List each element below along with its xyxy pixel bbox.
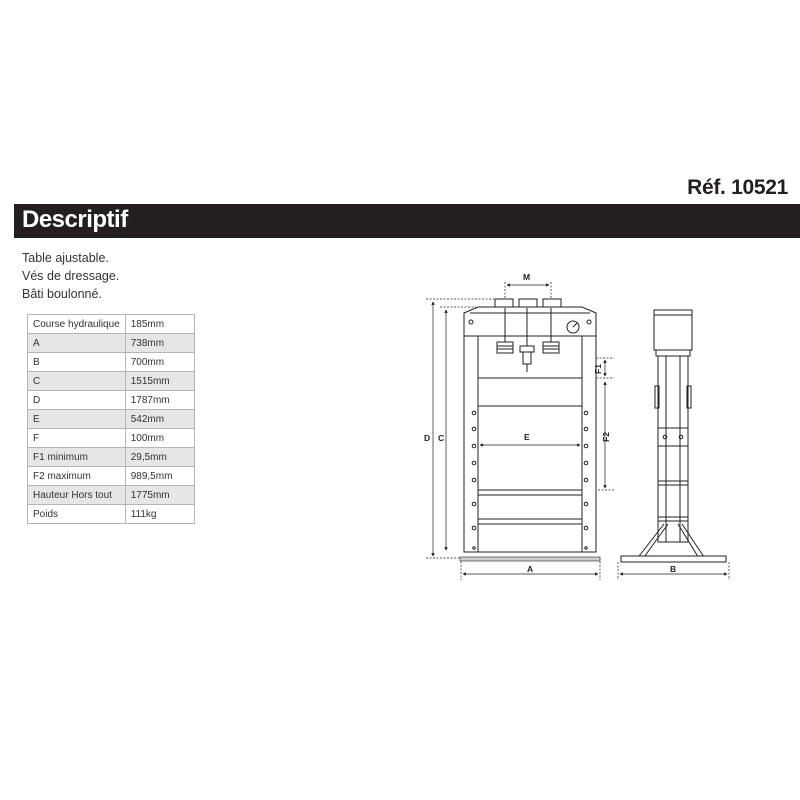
spec-label: F: [28, 429, 126, 448]
features-list: [22, 249, 119, 303]
spec-value: 111kg: [125, 505, 194, 524]
feature-item: Table ajustable.: [22, 251, 109, 265]
spec-value: 1775mm: [125, 486, 194, 505]
dim-label-b: B: [670, 564, 677, 574]
spec-value: 542mm: [125, 410, 194, 429]
dim-label-f1: F1: [593, 364, 603, 374]
table-row: [28, 467, 195, 486]
spec-value: 29,5mm: [125, 448, 194, 467]
spec-label: D: [28, 391, 126, 410]
table-row: [28, 486, 195, 505]
spec-label: Hauteur Hors tout: [28, 486, 126, 505]
table-row: [28, 372, 195, 391]
dim-label-e: E: [524, 432, 530, 442]
table-row: [28, 334, 195, 353]
front-view: [464, 299, 596, 552]
feature-item: Bâti boulonné.: [22, 287, 102, 301]
spec-label: B: [28, 353, 126, 372]
spec-label: F1 minimum: [28, 448, 126, 467]
dim-label-m: M: [523, 272, 531, 282]
dim-label-d: D: [424, 433, 431, 443]
spec-label: A: [28, 334, 126, 353]
spec-label: E: [28, 410, 126, 429]
table-row: [28, 315, 195, 334]
table-row: [28, 410, 195, 429]
descriptif-banner: [14, 204, 800, 238]
spec-value: 100mm: [125, 429, 194, 448]
spec-value: 700mm: [125, 353, 194, 372]
spec-value: 1787mm: [125, 391, 194, 410]
banner-title: Descriptif: [22, 206, 128, 233]
feature-item: Vés de dressage.: [22, 269, 120, 283]
table-row: [28, 505, 195, 524]
table-row: [28, 448, 195, 467]
spec-label: Poids: [28, 505, 126, 524]
spec-label: C: [28, 372, 126, 391]
table-row: [28, 429, 195, 448]
table-row: [28, 391, 195, 410]
specs-table: [27, 314, 195, 524]
reference-label: Réf. 10521: [687, 176, 788, 199]
table-row: [28, 353, 195, 372]
side-view: [621, 310, 726, 562]
dim-label-c: C: [438, 433, 445, 443]
spec-value: 989,5mm: [125, 467, 194, 486]
spec-label: Course hydraulique: [28, 315, 126, 334]
spec-value: 185mm: [125, 315, 194, 334]
base-plate: [460, 557, 600, 561]
spec-value: 738mm: [125, 334, 194, 353]
spec-label: F2 maximum: [28, 467, 126, 486]
spec-value: 1515mm: [125, 372, 194, 391]
press-diagram: [410, 262, 740, 592]
post-holes: [472, 411, 588, 549]
dim-label-a: A: [527, 564, 534, 574]
dim-label-f2: F2: [601, 432, 611, 442]
